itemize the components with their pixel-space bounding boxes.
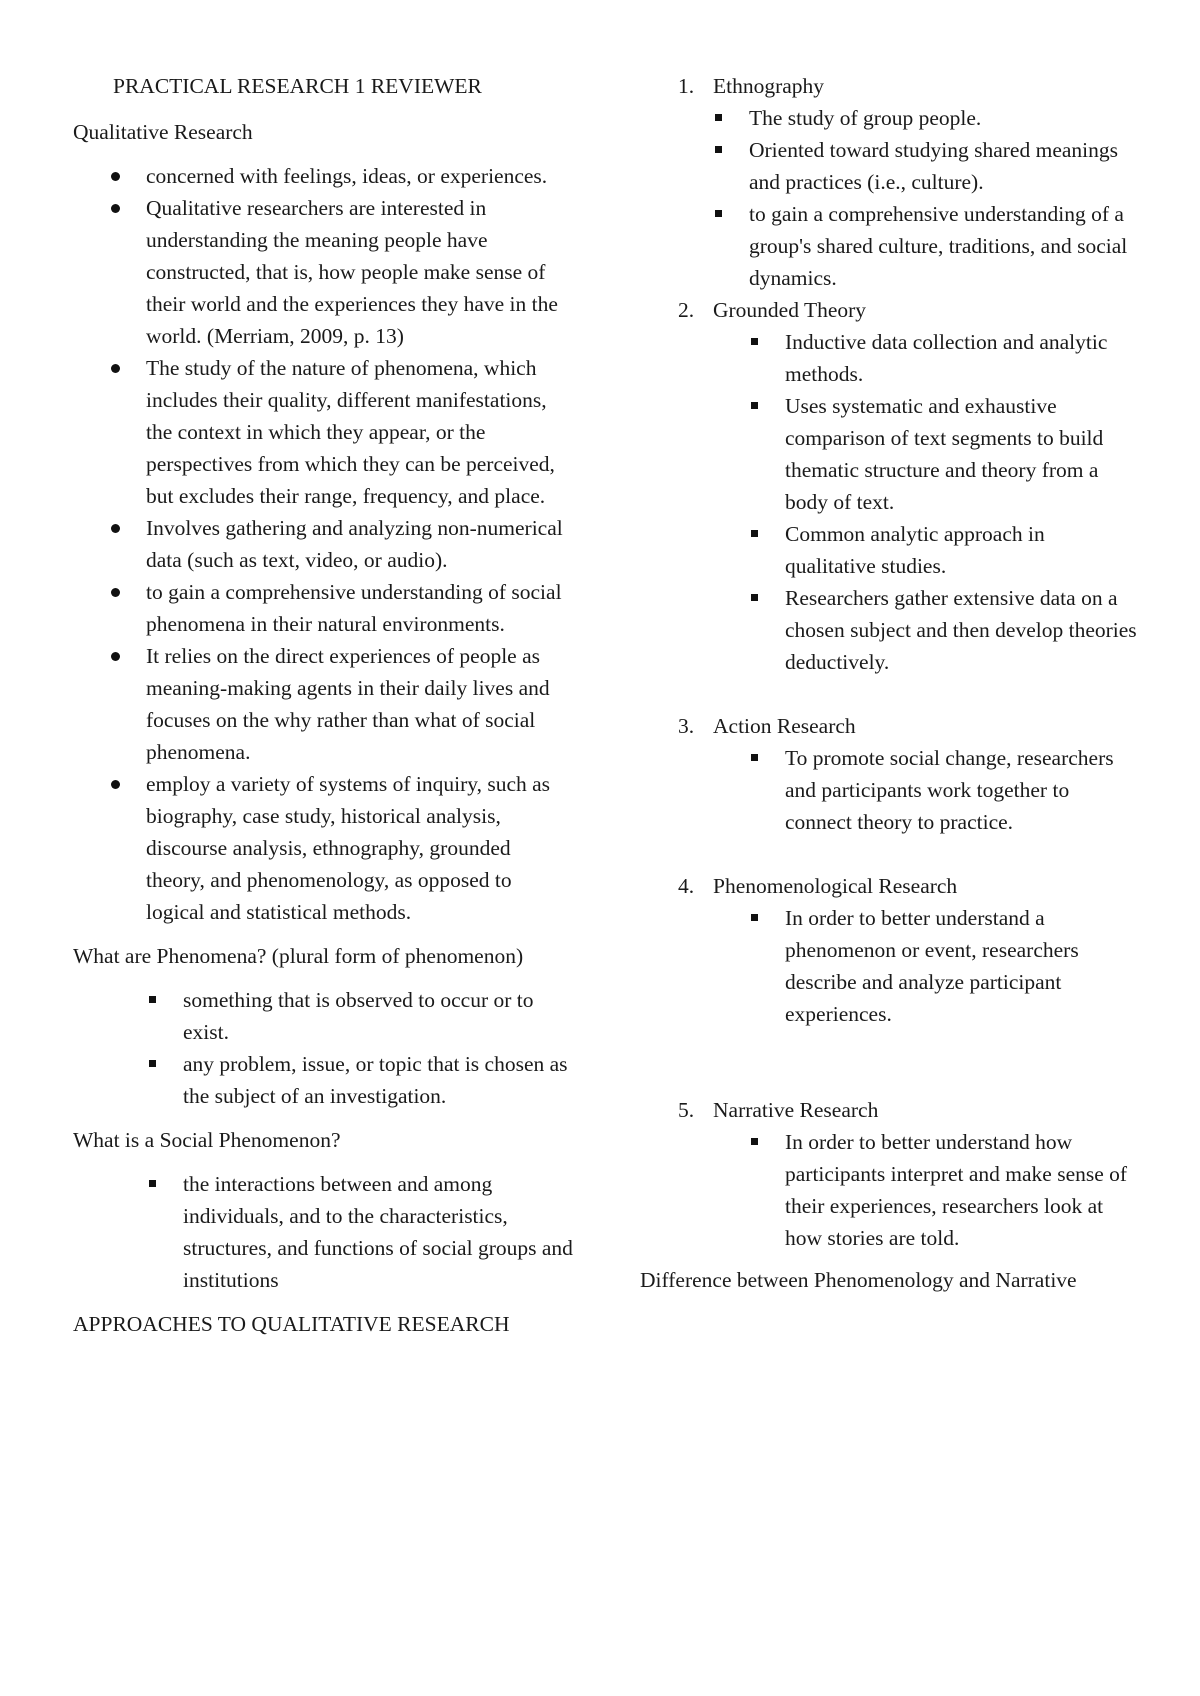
approach-narrative-research [640,1094,1140,1254]
list-item: to gain a comprehensive understanding of a group's shared culture, traditions, and social dynamics. [713,198,1140,294]
approach-title: Ethnography [713,74,825,98]
page-title: PRACTICAL RESEARCH 1 REVIEWER [113,74,482,98]
list-item: It relies on the direct experiences of people as meaning-making agents in their daily lives and focuses on the why rather than what of social phenomena. [73,640,573,768]
approach-points [713,1126,1140,1254]
approaches-list [640,70,1140,1254]
phenomena-heading: What are Phenomena? (plural form of phenomenon) [73,944,524,968]
approach-number: 2. [678,298,695,322]
list-item: Uses systematic and exhaustive comparison of text segments to build thematic structure and theory from a body of text. [713,390,1140,518]
list-item: employ a variety of systems of inquiry, such as biography, case study, historical analysis, discourse analysis, ethnography, grounded theory, and phenomenology, as opposed to logical and statistical methods. [73,768,573,928]
approach-action-research [640,710,1140,838]
approach-points [713,902,1140,1030]
list-item: something that is observed to occur or to exist. [73,984,573,1048]
list-item: the interactions between and among individuals, and to the characteristics, structures, and functions of social groups and institutions [73,1168,573,1296]
approach-number: 5. [678,1098,695,1122]
list-item: any problem, issue, or topic that is chosen as the subject of an investigation. [73,1048,573,1112]
list-item: Researchers gather extensive data on a chosen subject and then develop theories deductively. [713,582,1140,678]
list-item: to gain a comprehensive understanding of social phenomena in their natural environments. [73,576,573,640]
approach-title: Phenomenological Research [713,874,958,898]
list-item: Common analytic approach in qualitative studies. [713,518,1140,582]
left-column [73,70,573,1352]
approach-title: Narrative Research [713,1098,879,1122]
approach-grounded-theory [640,294,1140,678]
approach-ethnography [640,70,1140,294]
right-column [640,70,1140,1296]
approach-phenomenological-research [640,870,1140,1030]
list-item: Qualitative researchers are interested in understanding the meaning people have constructed, that is, how people make sense of their world and the experiences they have in the world. (Merriam, 2009, p. 13) [73,192,573,352]
list-item: Involves gathering and analyzing non-numerical data (such as text, video, or audio). [73,512,573,576]
difference-heading: Difference between Phenomenology and Narrative [640,1268,1077,1292]
approach-title: Action Research [713,714,856,738]
approach-title: Grounded Theory [713,298,867,322]
approaches-heading: APPROACHES TO QUALITATIVE RESEARCH [73,1312,510,1336]
approach-number: 1. [678,74,695,98]
social-phenomenon-list [73,1168,573,1296]
list-item: The study of the nature of phenomena, which includes their quality, different manifestations, the context in which they appear, or the perspectives from which they can be perceived, but excludes their range, frequency, and place. [73,352,573,512]
social-phenomenon-heading: What is a Social Phenomenon? [73,1128,341,1152]
approach-points [713,102,1140,294]
list-item: To promote social change, researchers and participants work together to connect theory to practice. [713,742,1140,838]
list-item: Oriented toward studying shared meanings and practices (i.e., culture). [713,134,1140,198]
approach-number: 3. [678,714,695,738]
approach-number: 4. [678,874,695,898]
phenomena-list [73,984,573,1112]
list-item: concerned with feelings, ideas, or experiences. [73,160,573,192]
approach-points [713,742,1140,838]
approach-points [713,326,1140,678]
list-item: In order to better understand a phenomenon or event, researchers describe and analyze participant experiences. [713,902,1140,1030]
list-item: Inductive data collection and analytic methods. [713,326,1140,390]
qualitative-list [73,160,573,928]
qualitative-heading: Qualitative Research [73,120,253,144]
list-item: In order to better understand how participants interpret and make sense of their experiences, researchers look at how stories are told. [713,1126,1140,1254]
list-item: The study of group people. [713,102,1140,134]
